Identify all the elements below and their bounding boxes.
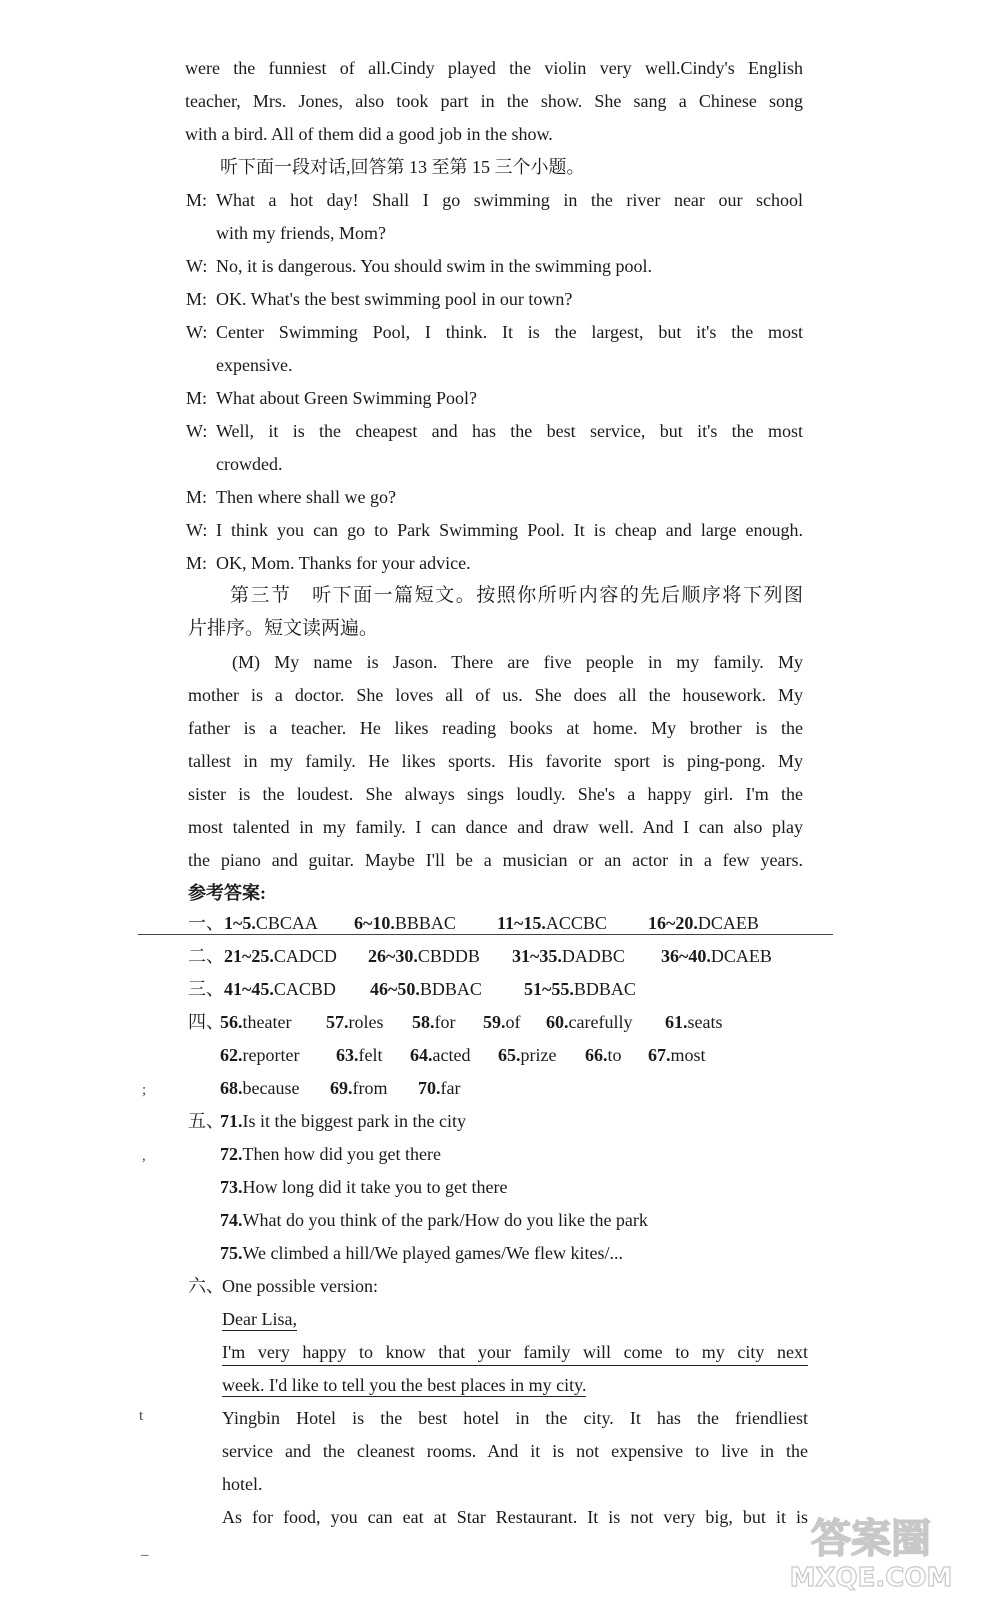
answer-item: 67.most	[648, 1045, 706, 1065]
dialogue-speaker: M:	[186, 553, 208, 573]
answer-key: DCAEB	[697, 913, 759, 933]
dialogue-line: Then where shall we go?	[216, 487, 396, 507]
passage-line: (M) My name is Jason. There are five people in my family. My	[232, 652, 803, 672]
answer-row-1	[188, 911, 318, 935]
answer-group	[370, 977, 482, 1001]
range: 16~20.	[648, 913, 698, 933]
answer-sentence: 73.How long did it take you to get there	[220, 1177, 508, 1197]
intro-line-2: teacher, Mrs. Jones, also took part in the show. She sang a Chinese song	[185, 91, 803, 111]
answer-item: 68.because	[220, 1078, 300, 1098]
section-number: 二、	[188, 946, 224, 966]
answer-item: 60.carefully	[546, 1012, 633, 1032]
dialogue-line: Well, it is the cheapest and has the best service, but it's the most	[216, 421, 803, 441]
answer-sentence: 74.What do you think of the park/How do you like the park	[220, 1210, 648, 1230]
answer-key: BDBAC	[419, 979, 482, 999]
dialogue-line: OK. What's the best swimming pool in our town?	[216, 289, 573, 309]
dialogue-line: What a hot day! Shall I go swimming in the river near our school	[216, 190, 803, 210]
answer-key: BBBAC	[394, 913, 456, 933]
dialogue-line: with my friends, Mom?	[216, 223, 386, 243]
answer-group	[661, 944, 772, 968]
answer-group	[512, 944, 625, 968]
answer-key: CADCD	[273, 946, 337, 966]
dialogue-speaker: M:	[186, 289, 208, 309]
letter-line: service and the cleanest rooms. And it is not expensive to live in the	[222, 1441, 808, 1461]
passage-line: most talented in my family. I can dance and draw well. And I can also play	[188, 817, 803, 837]
passage-line: sister is the loudest. She always sings loudly. She's a happy girl. I'm the	[188, 784, 803, 804]
dialogue-line: I think you can go to Park Swimming Pool. It is cheap and large enough.	[216, 520, 803, 540]
range: 46~50.	[370, 979, 420, 999]
range: 21~25.	[224, 946, 274, 966]
answer-item: 70.far	[418, 1078, 461, 1098]
section-number: 四、	[188, 1012, 224, 1032]
range: 51~55.	[524, 979, 574, 999]
answer-key: CACBD	[273, 979, 336, 999]
dialogue-speaker: M:	[186, 388, 208, 408]
letter-line: hotel.	[222, 1474, 263, 1494]
answer-item: 62.reporter	[220, 1045, 300, 1065]
answer-row-2	[188, 944, 337, 968]
answer-group	[648, 911, 759, 935]
answer-key: BDBAC	[573, 979, 636, 999]
answer-item: 56.theater	[220, 1012, 292, 1032]
dialogue-line: What about Green Swimming Pool?	[216, 388, 477, 408]
answer-sentence: 72.Then how did you get there	[220, 1144, 441, 1164]
watermark-graphic	[751, 1506, 981, 1594]
range: 1~5.	[224, 913, 256, 933]
answer-item: 65.prize	[498, 1045, 557, 1065]
section-prompt: 听下面一段对话,回答第 13 至第 15 三个小题。	[220, 157, 585, 177]
answer-item: 58.for	[412, 1012, 456, 1032]
letter-salutation: Dear Lisa,	[222, 1309, 297, 1329]
answer-sentence: 71.Is it the biggest park in the city	[220, 1111, 466, 1131]
passage-line: mother is a doctor. She loves all of us. She does all the housework. My	[188, 685, 803, 705]
passage-line: tallest in my family. He likes sports. His favorite sport is ping-pong. My	[188, 751, 803, 771]
dialogue-speaker: W:	[186, 520, 208, 540]
answer-item: 69.from	[330, 1078, 388, 1098]
answer-key: DCAEB	[710, 946, 772, 966]
passage-line: the piano and guitar. Maybe I'll be a musician or an actor in a few years.	[188, 850, 803, 870]
margin-speck: ;	[142, 1082, 147, 1098]
letter-line: As for food, you can eat at Star Restaurant. It is not very big, but it is	[222, 1507, 808, 1527]
answer-key: CBCAA	[255, 913, 318, 933]
part3-heading: 第三节 听下面一篇短文。按照你所听内容的先后顺序将下列图	[230, 585, 803, 606]
section-number: 六、	[188, 1276, 224, 1296]
margin-speck: _	[141, 1542, 149, 1558]
dialogue-line: Center Swimming Pool, I think. It is the largest, but it's the most	[216, 322, 803, 342]
margin-speck: t	[139, 1408, 144, 1424]
section-number: 三、	[188, 979, 224, 999]
dialogue-speaker: W:	[186, 322, 208, 342]
part3-heading-cont: 片排序。短文读两遍。	[188, 618, 379, 639]
divider-line	[138, 934, 833, 935]
answer-group	[368, 944, 480, 968]
range: 31~35.	[512, 946, 562, 966]
dialogue-line: crowded.	[216, 454, 283, 474]
dialogue-line: OK, Mom. Thanks for your advice.	[216, 553, 471, 573]
margin-speck: ,	[142, 1148, 146, 1164]
answer-item: 66.to	[585, 1045, 622, 1065]
answer-key: ACCBC	[545, 913, 607, 933]
range: 6~10.	[354, 913, 395, 933]
answer-item: 64.acted	[410, 1045, 471, 1065]
answers-title: 参考答案:	[188, 883, 266, 903]
answer-key: CBDDB	[417, 946, 480, 966]
answer-item: 63.felt	[336, 1045, 383, 1065]
answer-key: DADBC	[561, 946, 625, 966]
version-label: One possible version:	[222, 1276, 378, 1296]
dialogue-line: expensive.	[216, 355, 293, 375]
watermark-logo	[751, 1506, 981, 1594]
answer-item: 57.roles	[326, 1012, 384, 1032]
answer-sentence: 75.We climbed a hill/We played games/We flew kites/...	[220, 1243, 624, 1263]
watermark-en: MXQE.COM	[789, 1563, 953, 1593]
section-number: 一、	[188, 913, 224, 933]
dialogue-speaker: M:	[186, 190, 208, 210]
answer-row-3	[188, 977, 336, 1001]
dialogue-line: No, it is dangerous. You should swim in the swimming pool.	[216, 256, 653, 276]
range: 41~45.	[224, 979, 274, 999]
intro-line-1: were the funniest of all.Cindy played the violin very well.Cindy's English	[185, 58, 803, 78]
letter-line: Yingbin Hotel is the best hotel in the city. It has the friendliest	[222, 1408, 808, 1428]
answer-item: 59.of	[483, 1012, 521, 1032]
range: 26~30.	[368, 946, 418, 966]
answer-group	[497, 911, 607, 935]
answer-group	[354, 911, 456, 935]
range: 36~40.	[661, 946, 711, 966]
dialogue-speaker: W:	[186, 256, 208, 276]
section-number: 五、	[188, 1111, 224, 1131]
letter-underlined-line: week. I'd like to tell you the best places in my city.	[222, 1375, 587, 1395]
intro-line-3: with a bird. All of them did a good job in the show.	[185, 124, 553, 144]
passage-line: father is a teacher. He likes reading books at home. My brother is the	[188, 718, 803, 738]
answer-group	[524, 977, 636, 1001]
range: 11~15.	[497, 913, 546, 933]
answer-item: 61.seats	[665, 1012, 723, 1032]
watermark-cn: 答案圈	[811, 1516, 931, 1562]
letter-underlined-line: I'm very happy to know that your family will come to my city next	[222, 1340, 808, 1366]
dialogue-speaker: W:	[186, 421, 208, 441]
dialogue-speaker: M:	[186, 487, 208, 507]
